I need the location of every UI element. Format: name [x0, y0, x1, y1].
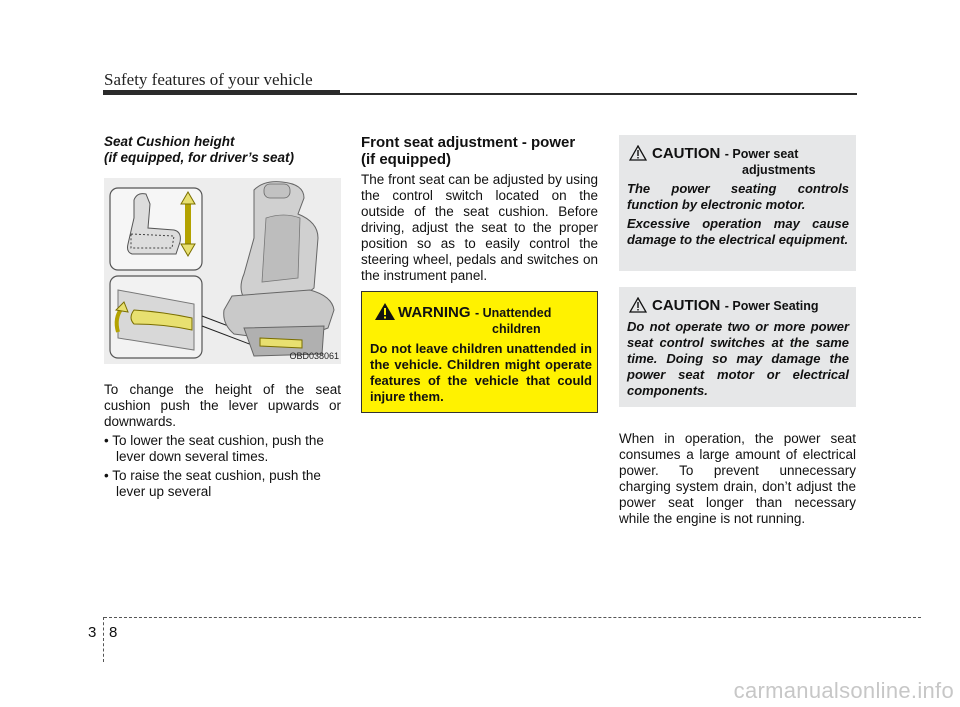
caution1-subtitle-line2: adjustments [742, 163, 816, 177]
warning-box-unattended-children [361, 291, 598, 413]
seat-cushion-title-line1: Seat Cushion height [104, 134, 235, 149]
seat-cushion-title [104, 134, 344, 166]
caution1-subtitle-line1: - Power seat [724, 147, 799, 161]
header-rule-thick [103, 90, 340, 95]
warning-triangle-icon [374, 302, 396, 326]
footer-vertical-rule [103, 617, 104, 662]
caution2-label: CAUTION [652, 297, 721, 314]
caution2-heading [652, 297, 852, 315]
power-seat-title [361, 134, 601, 168]
bullet-lower-seat: • To lower the seat cushion, push the lever down several times. [104, 433, 324, 464]
page-header-title: Safety features of your vehicle [104, 70, 313, 89]
caution-triangle-icon [629, 297, 647, 318]
header-rule-thin [340, 93, 857, 95]
caution1-para1: The power seating controls function by electronic motor. [627, 181, 849, 212]
caution-box-power-seating [619, 287, 856, 407]
caution-box-power-seat-adjustments [619, 135, 856, 271]
power-seat-paragraph: The front seat can be adjusted by using the control switch located on the outside of the seat cushion. Before driving, adjust the seat to the proper position so as to easily control the steering wheel, pedals and switches on the instrument panel. [361, 172, 598, 283]
seat-height-figure [104, 178, 341, 364]
seat-cushion-title-line2: (if equipped, for driver’s seat) [104, 150, 295, 165]
caution1-para2: Excessive operation may cause damage to the electrical equipment. [627, 216, 849, 247]
caution1-heading [652, 145, 852, 177]
seat-illustration [104, 178, 341, 364]
warning-body: Do not leave children unattended in the vehicle. Children might operate features of the vehicle that could injure them. [370, 341, 592, 404]
caution1-label: CAUTION [652, 145, 721, 162]
page-section-number: 3 [88, 624, 97, 641]
caution2-para1: Do not operate two or more power seat control switches at the same time. Doing so may damage the power seat motor or electrical components. [627, 319, 849, 398]
warning-heading [398, 304, 593, 336]
power-consumption-paragraph: When in operation, the power seat consumes a large amount of electrical power. To prevent unnecessary charging system drain, don’t adjust the power seat longer than necessary while the engine is not running. [619, 431, 856, 526]
warning-label: WARNING [398, 304, 471, 321]
caution-triangle-icon [629, 145, 647, 166]
warning-subtitle-line1: - Unattended [474, 306, 552, 320]
power-seat-title-line1: Front seat adjustment - power [361, 134, 576, 151]
power-seat-title-line2: (if equipped) [361, 151, 451, 168]
footer-rule [104, 617, 921, 618]
seat-cushion-paragraph: To change the height of the seat cushion push the lever upwards or downwards. [104, 382, 341, 429]
bullet-raise-seat: • To raise the seat cushion, push the lever up several [104, 468, 321, 499]
watermark-text: carmanualsonline.info [733, 678, 954, 703]
warning-subtitle-line2: children [492, 322, 541, 336]
figure-code: OBD038061 [289, 351, 339, 361]
page-number: 8 [109, 624, 118, 641]
caution2-subtitle: - Power Seating [724, 299, 819, 313]
